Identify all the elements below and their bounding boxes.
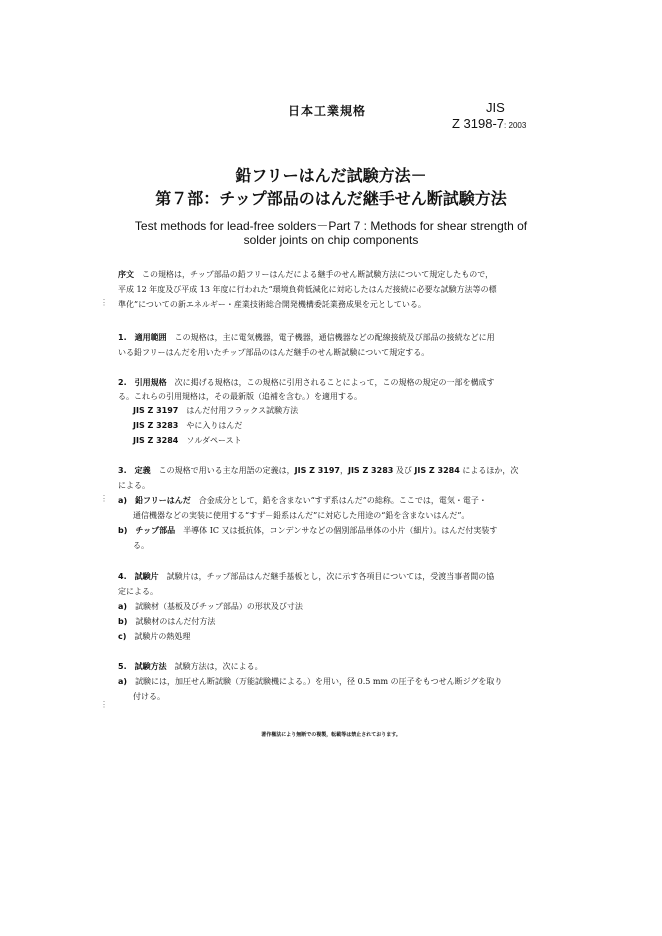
item-text: 試験材のはんだ付方法: [135, 617, 216, 626]
item-text: 試験材（基板及びチップ部品）の形状及び寸法: [135, 602, 303, 611]
ref-title: ソルダペースト: [186, 436, 242, 445]
definition-chip: [118, 526, 497, 536]
section5-text1: 試験方法は，次による。: [174, 662, 263, 671]
definition-term: チップ部品: [135, 526, 176, 535]
section1-number: 1.: [118, 333, 127, 342]
definition-lead-free-line2: 通信機器などの実装に使用する“すず－鉛系はんだ”に対応した用途の“鉛を含まないはんだ”。: [133, 511, 470, 520]
preface-line1: [118, 270, 493, 280]
section4-text1: 試験片は，チップ部品はんだ継手基板とし，次に示す各項目については，受渡当事者間の協: [166, 572, 495, 581]
item-marker: c): [118, 632, 127, 641]
section3-line2: による。: [118, 481, 150, 490]
title-ja-line2: 第７部：チップ部品のはんだ継手せん断試験方法: [155, 189, 507, 208]
section4-item-c: [118, 632, 190, 642]
section4-line2: 定による。: [118, 587, 158, 596]
ref-title: はんだ付用フラックス試験方法: [186, 406, 299, 415]
item-text: 試験片の熱処理: [134, 632, 191, 641]
ref-title: やに入りはんだ: [186, 421, 243, 430]
section3-ref1: JIS Z 3197: [294, 466, 340, 475]
section3-line1: [118, 466, 518, 476]
title-en-line2: solder joints on chip components: [243, 233, 419, 247]
item-marker: a): [118, 602, 128, 611]
definition-lead-free: [118, 496, 487, 506]
definition-marker: b): [118, 526, 128, 535]
item-marker: a): [118, 677, 128, 686]
preface-line2: 平成 12 年度及び平成 13 年度に行われた“環境負荷低減化に対応したはんだ接続に必要な試験方法等の標: [118, 285, 497, 294]
ref-code: JIS Z 3197: [133, 406, 179, 415]
section5-heading: 試験方法: [134, 662, 167, 671]
preface-line3: 準化”についての新エネルギー・産業技術総合開発機構委託業務成果を元としている。: [118, 300, 426, 309]
margin-mark: ⋮: [100, 700, 108, 709]
section3-ref2: JIS Z 3283: [347, 466, 394, 475]
copyright-notice: 著作権法により無断での複製，転載等は禁止されております。: [261, 732, 401, 738]
section1-line1: [118, 333, 495, 343]
margin-mark: ⋮: [100, 298, 108, 307]
section2-number: 2.: [118, 378, 127, 387]
section2-heading: 引用規格: [134, 378, 167, 387]
section5-number: 5.: [118, 662, 127, 671]
definition-chip-line2: る。: [133, 541, 149, 550]
ref-jis-z3284: [133, 436, 242, 446]
section5-item-a-line2: 付ける。: [133, 692, 165, 701]
ref-code: JIS Z 3283: [133, 421, 179, 430]
section3-text-a: この規格で用いる主な用語の定義は，: [158, 466, 295, 475]
section2-line1: [118, 378, 494, 388]
section3-sep1: ，: [339, 466, 348, 475]
definition-text1: 合金成分として，鉛を含まない“すず系はんだ”の総称。ここでは，電気・電子・: [198, 496, 487, 505]
title-ja-line1: 鉛フリーはんだ試験方法－: [235, 166, 427, 185]
item-text: 試験には，加圧せん断試験（万能試験機による。）を用い，径 0.5 mm の圧子をもつせん断ジグを取り: [135, 677, 503, 686]
section4-line1: [118, 572, 494, 582]
standard-series: JIS: [486, 100, 505, 115]
section2-text1: 次に掲げる規格は，この規格に引用されることによって，この規格の規定の一部を構成す: [174, 378, 495, 387]
preface-heading: 序文: [118, 270, 134, 279]
ref-code: JIS Z 3284: [133, 436, 179, 445]
margin-mark: ⋮: [100, 494, 108, 503]
section4-number: 4.: [118, 572, 127, 581]
standard-name: 日本工業規格: [288, 104, 367, 118]
section1-heading: 適用範囲: [134, 333, 167, 342]
section5-item-a: [118, 677, 502, 687]
section4-item-a: [118, 602, 303, 612]
section3-number: 3.: [118, 466, 127, 475]
section1-line2: いる鉛フリーはんだを用いたチップ部品のはんだ継手のせん断試験について規定する。: [118, 348, 430, 357]
title-en-line1: Test methods for lead-free solders－Part 7 : Methods for shear strength of: [134, 219, 528, 233]
definition-text1: 半導体 IC 又は抵抗体，コンデンサなどの個別部品単体の小片（細片）。はんだ付実装す: [183, 526, 498, 535]
ref-jis-z3283: [133, 421, 242, 431]
section4-heading: 試験片: [134, 572, 159, 581]
item-marker: b): [118, 617, 128, 626]
section3-heading: 定義: [134, 466, 151, 475]
preface-text1: この規格は，チップ部品の鉛フリーはんだによる継手のせん断試験方法について規定したもので，: [142, 270, 494, 279]
definition-marker: a): [118, 496, 128, 505]
section3-text-b: によるほか，次: [459, 466, 519, 475]
standard-number-code: Z 3198-7: [452, 116, 505, 131]
definition-term: 鉛フリーはんだ: [135, 496, 191, 505]
section1-text1: この規格は，主に電気機器，電子機器，通信機器などの配線接続及び部品の接続などに用: [174, 333, 495, 342]
ref-jis-z3197: [133, 406, 298, 416]
section4-item-b: [118, 617, 215, 627]
section2-line2: る。これらの引用規格は，その最新版（追補を含む。）を適用する。: [118, 392, 362, 401]
section3-ref3: JIS Z 3284: [414, 466, 460, 475]
standard-year: : 2003: [504, 121, 527, 130]
section5-line1: [118, 662, 263, 672]
standard-number: [452, 116, 526, 131]
section3-sep2: 及び: [393, 466, 415, 475]
